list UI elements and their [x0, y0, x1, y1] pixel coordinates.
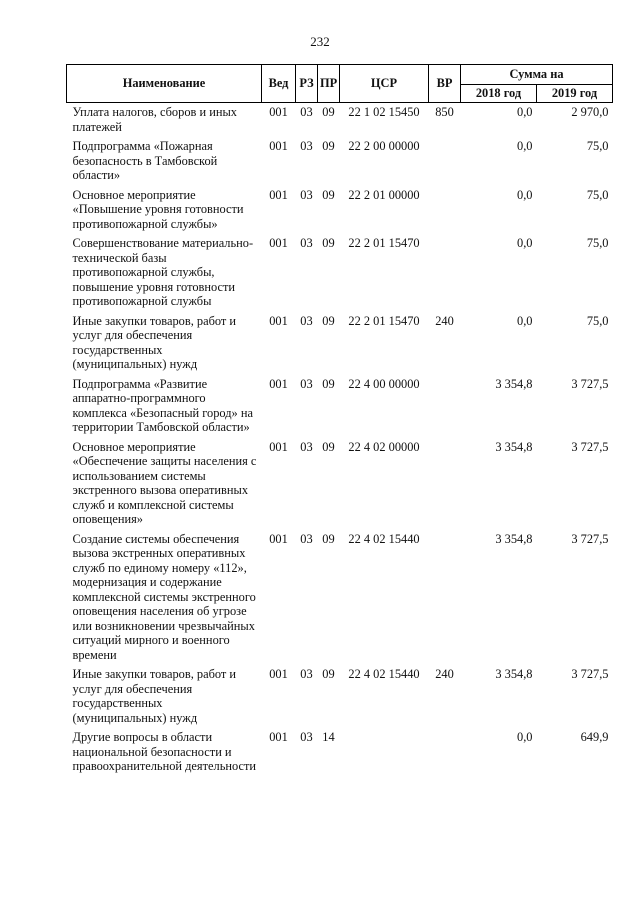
row-csr: 22 2 01 15470	[348, 313, 420, 328]
row-ved: 001	[269, 236, 288, 250]
row-ved: 001	[269, 730, 288, 744]
row-pr: 09	[322, 376, 335, 391]
row-amount-2018: 3 354,8	[495, 376, 533, 391]
row-amount-2019: 75,0	[586, 139, 609, 153]
row-name: Основное мероприятие «Повышение уровня готовности противопожарной службы»	[72, 187, 244, 231]
row-amount-2019: 75,0	[586, 236, 609, 250]
row-amount-2019: 2 970,0	[571, 105, 609, 119]
row-amount-2019: 75,0	[586, 187, 609, 202]
row-ved: 001	[269, 187, 288, 202]
row-rz: 03	[300, 531, 313, 546]
row-vr: 240	[435, 313, 454, 328]
row-name: Другие вопросы в области национальной безопасности и правоохранительной деятельности	[72, 730, 257, 773]
row-amount-2019: 3 727,5	[571, 439, 609, 454]
row-ved: 001	[269, 439, 288, 454]
page-number: 232	[310, 34, 330, 49]
row-pr: 09	[322, 667, 335, 681]
row-pr: 09	[322, 531, 335, 546]
row-name: Подпрограмма «Развитие аппаратно-программного комплекса «Безопасный город» на территории Тамбовской области»	[72, 376, 253, 434]
row-ved: 001	[269, 313, 288, 328]
row-csr: 22 4 02 15440	[348, 667, 420, 681]
table-row	[67, 103, 613, 137]
table-body	[67, 103, 613, 776]
table-row	[67, 374, 613, 437]
row-pr: 14	[322, 730, 335, 744]
row-name: Основное мероприятие «Обеспечение защиты населения с использованием системы экстренного вызова оперативных служб и комплексной системы оповещения»	[72, 439, 257, 526]
row-amount-2018: 0,0	[517, 313, 533, 328]
row-vr: 850	[435, 105, 454, 119]
row-rz: 03	[300, 105, 313, 119]
header-name: Наименование	[67, 65, 262, 103]
row-rz: 03	[300, 730, 313, 744]
row-csr: 22 2 01 15470	[348, 236, 420, 250]
row-amount-2018: 0,0	[517, 187, 533, 202]
row-vr	[429, 727, 461, 776]
row-rz: 03	[300, 313, 313, 328]
row-vr	[429, 185, 461, 234]
row-name: Создание системы обеспечения вызова экстренных оперативных служб по единому номеру «112», модернизация и содержание комплексной системы экстренного оповещения населения об угрозе или возникновении чрезвычайных ситуаций мирного и военного времени	[72, 531, 256, 662]
row-name: Подпрограмма «Пожарная безопасность в Тамбовской области»	[72, 139, 218, 182]
header-sum: Сумма на	[461, 65, 613, 85]
table-row	[67, 136, 613, 185]
header-year-2019: 2019 год	[537, 85, 613, 103]
row-name: Совершенствование материально-технической базы противопожарной службы, повышение уровня готовности противопожарной службы	[72, 236, 254, 308]
row-rz: 03	[300, 439, 313, 454]
row-vr	[429, 374, 461, 437]
row-pr: 09	[322, 187, 335, 202]
table-row	[67, 437, 613, 529]
row-csr: 22 4 02 15440	[348, 531, 420, 546]
header-vr: ВР	[429, 65, 461, 103]
row-rz: 03	[300, 187, 313, 202]
row-pr: 09	[322, 139, 335, 153]
header-rz: РЗ	[296, 65, 318, 103]
row-amount-2018: 0,0	[517, 236, 533, 250]
row-vr	[429, 136, 461, 185]
row-csr: 22 4 00 00000	[348, 376, 420, 391]
table-row	[67, 233, 613, 311]
table-row	[67, 529, 613, 665]
row-amount-2018: 0,0	[517, 105, 533, 119]
table-row	[67, 727, 613, 776]
row-ved: 001	[269, 105, 288, 119]
header-csr: ЦСР	[340, 65, 429, 103]
table-row	[67, 185, 613, 234]
row-amount-2019: 3 727,5	[571, 376, 609, 391]
row-ved: 001	[269, 376, 288, 391]
table-row	[67, 311, 613, 374]
table-row	[67, 664, 613, 727]
row-rz: 03	[300, 236, 313, 250]
row-amount-2018: 0,0	[517, 139, 533, 153]
row-ved: 001	[269, 139, 288, 153]
row-vr	[429, 529, 461, 665]
header-year-2018: 2018 год	[461, 85, 537, 103]
row-amount-2018: 3 354,8	[495, 667, 533, 681]
row-name: Иные закупки товаров, работ и услуг для обеспечения государственных (муниципальных) нужд	[72, 667, 237, 725]
row-name: Уплата налогов, сборов и иных платежей	[72, 105, 237, 134]
header-pr: ПР	[318, 65, 340, 103]
row-amount-2018: 3 354,8	[495, 439, 533, 454]
row-amount-2018: 0,0	[517, 730, 533, 744]
row-csr	[340, 727, 429, 776]
row-csr: 22 2 01 00000	[348, 187, 420, 202]
row-rz: 03	[300, 139, 313, 153]
row-csr: 22 4 02 00000	[348, 439, 420, 454]
row-ved: 001	[269, 667, 288, 681]
row-rz: 03	[300, 667, 313, 681]
row-amount-2019: 75,0	[586, 313, 609, 328]
row-pr: 09	[322, 439, 335, 454]
row-pr: 09	[322, 313, 335, 328]
row-amount-2019: 3 727,5	[571, 531, 609, 546]
budget-table	[66, 64, 613, 776]
row-rz: 03	[300, 376, 313, 391]
table-header	[67, 65, 613, 103]
row-pr: 09	[322, 236, 335, 250]
row-vr: 240	[435, 667, 454, 681]
row-csr: 22 1 02 15450	[348, 105, 420, 119]
row-amount-2019: 3 727,5	[571, 667, 609, 681]
row-csr: 22 2 00 00000	[348, 139, 420, 153]
header-ved: Вед	[262, 65, 296, 103]
row-vr	[429, 437, 461, 529]
row-vr	[429, 233, 461, 311]
row-amount-2019: 649,9	[580, 730, 609, 744]
row-pr: 09	[322, 105, 335, 119]
row-ved: 001	[269, 531, 288, 546]
row-amount-2018: 3 354,8	[495, 531, 533, 546]
row-name: Иные закупки товаров, работ и услуг для обеспечения государственных (муниципальных) нужд	[72, 313, 237, 371]
